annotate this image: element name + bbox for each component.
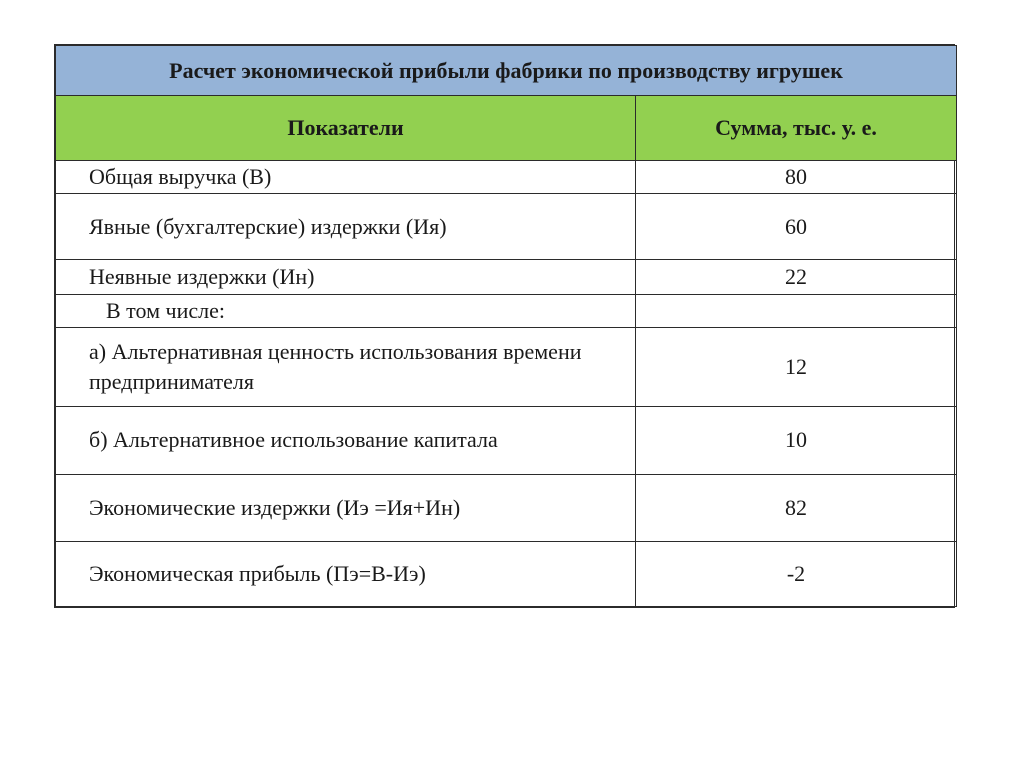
profit-table (54, 44, 955, 608)
header-indicator: Показатели (56, 96, 636, 161)
table-row (56, 260, 957, 295)
row-value-total-revenue: 80 (636, 161, 957, 194)
table-row (56, 541, 957, 606)
row-label-capital-use: б) Альтернативное использование капитала (56, 406, 636, 474)
row-label-economic-profit: Экономическая прибыль (Пэ=В-Иэ) (56, 541, 636, 606)
row-value-explicit-costs: 60 (636, 194, 957, 260)
row-value-including (636, 295, 957, 328)
table-row (56, 161, 957, 194)
table-row (56, 328, 957, 406)
table-row (56, 194, 957, 260)
table-row (56, 406, 957, 474)
row-value-economic-profit: -2 (636, 541, 957, 606)
table-row (56, 474, 957, 541)
header-amount: Сумма, тыс. у. е. (636, 96, 957, 161)
row-value-economic-costs: 82 (636, 474, 957, 541)
table-title-row (56, 46, 957, 96)
table-header-row (56, 96, 957, 161)
row-value-entrepreneur-time: 12 (636, 328, 957, 406)
row-value-implicit-costs: 22 (636, 260, 957, 295)
table-row (56, 295, 957, 328)
row-label-including: В том числе: (56, 295, 636, 328)
row-label-implicit-costs: Неявные издержки (Ин) (56, 260, 636, 295)
row-label-total-revenue: Общая выручка (В) (56, 161, 636, 194)
row-label-explicit-costs: Явные (бухгалтерские) издержки (Ия) (56, 194, 636, 260)
row-label-entrepreneur-time: а) Альтернативная ценность использования времени предпринимателя (56, 328, 636, 406)
row-value-capital-use: 10 (636, 406, 957, 474)
table-title: Расчет экономической прибыли фабрики по производству игрушек (56, 46, 957, 96)
row-label-economic-costs: Экономические издержки (Иэ =Ия+Ин) (56, 474, 636, 541)
profit-table-grid (55, 45, 957, 607)
